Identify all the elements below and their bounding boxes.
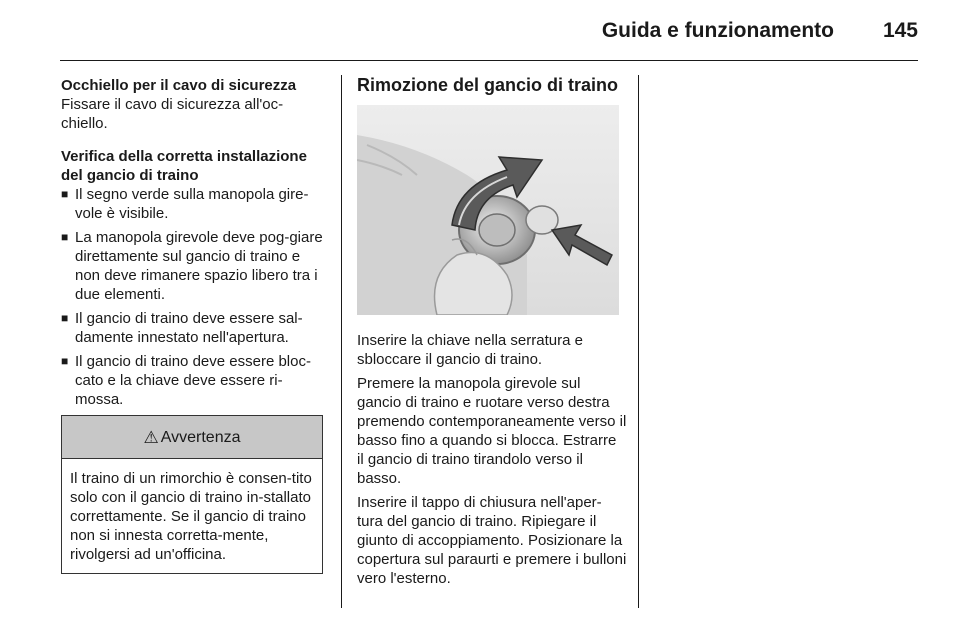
column-divider (638, 75, 639, 608)
verify-list (61, 185, 326, 409)
list-item: ■ La manopola girevole deve pog-giare direttamente sul gancio di traino e non deve rimanere spazio libero tra i due elementi. (61, 229, 323, 303)
bullet-icon: ■ (61, 354, 69, 368)
column-divider (341, 75, 342, 608)
header-divider (60, 60, 918, 61)
list-item: ■ Il segno verde sulla manopola gire-vole è visibile. (61, 186, 309, 222)
section-body-safety-cable: Fissare il cavo di sicurezza all'oc-chiello. (61, 96, 284, 132)
warning-title: Avvertenza (160, 428, 241, 446)
bullet-icon: ■ (61, 230, 69, 244)
middle-column (357, 76, 627, 593)
warning-header (62, 416, 322, 459)
paragraph: Inserire il tappo di chiusura nell'aper-tura del gancio di traino. Ripiegare il giunto di accoppiamento. Posizionare la copertura sul paraurti e premere i bulloni vero l'esterno. (357, 494, 627, 587)
section-title-verify-install: Verifica della corretta installazione del gancio di traino (61, 148, 307, 184)
paragraph: Inserire la chiave nella serratura e sbloccare il gancio di traino. (357, 332, 583, 368)
page-title: Guida e funzionamento (601, 19, 834, 42)
warning-body: Il traino di un rimorchio è consen-tito solo con il gancio di traino in-stallato correttamente. Se il gancio di traino non si innesta corretta-mente, rivolgersi ad un'officina. (70, 470, 312, 563)
section-title-safety-cable: Occhiello per il cavo di sicurezza (61, 77, 297, 94)
bullet-icon: ■ (61, 187, 69, 201)
section-title-tow-removal: Rimozione del gancio di traino (357, 75, 619, 95)
tow-hook-illustration (357, 105, 619, 315)
paragraph: Premere la manopola girevole sul gancio di traino e ruotare verso destra premendo contemporaneamente verso il basso fino a quando si blocca. Estrarre il gancio di traino tirandolo verso il basso. (357, 375, 627, 487)
page-number: 145 (882, 19, 918, 42)
list-item: ■ Il gancio di traino deve essere sal-damente innestato nell'apertura. (61, 310, 303, 346)
list-item: ■ Il gancio di traino deve essere bloc-cato e la chiave deve essere ri-mossa. (61, 353, 311, 408)
warning-box (61, 415, 323, 574)
bullet-icon: ■ (61, 311, 69, 325)
left-column (61, 76, 326, 574)
page-header (0, 0, 960, 62)
warning-triangle-icon: ⚠ (143, 427, 159, 447)
